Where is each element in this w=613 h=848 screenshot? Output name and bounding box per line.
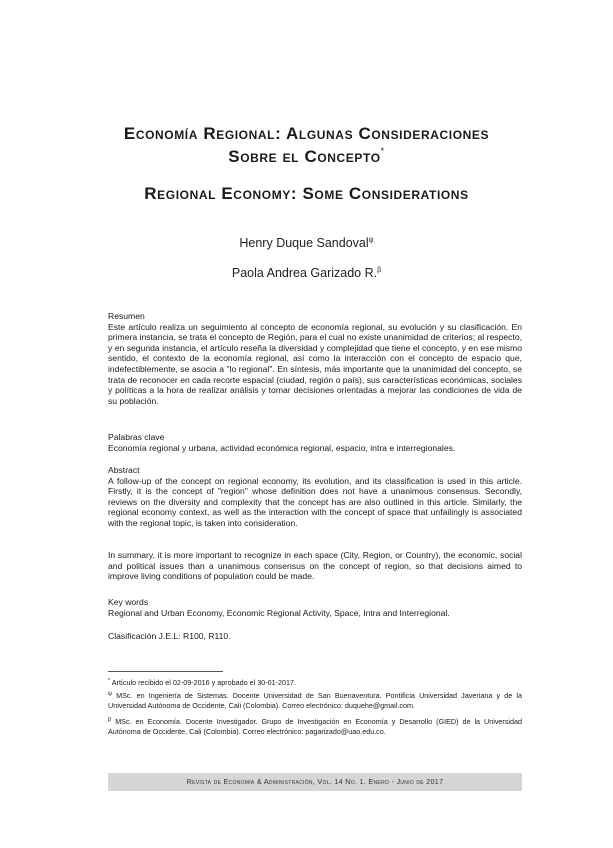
abstract-heading: Abstract — [108, 465, 140, 475]
title-spanish-line-1-text: Economía Regional: Algunas Consideraciones — [123, 124, 490, 143]
author-1 — [0, 236, 613, 250]
footnote-1-mark: * — [108, 678, 111, 684]
abstract-text: A follow-up of the concept on regional economy, its evolution, and its classification is used in this article. Firstly, it is the concept of "region" whose definition does not have a unanimous consensus. Secondly, reviews on the diversity and complexity that the concept has are also outlined in this article. Similarly, the regional economy context, as well as the interaction with the concept of space that unfailingly is associated with the regional topic, is taken into consideration. — [108, 475, 522, 528]
title-english — [0, 184, 613, 204]
title-english-text: Regional Economy: Some Considerations — [144, 184, 469, 203]
author-1-name: Henry Duque Sandoval — [239, 236, 369, 250]
jel-text: Clasificación J.E.L: R100, R110. — [108, 631, 231, 641]
journal-footer-text: Revista de Economía & Administración, Vol. 14 No. 1. Enero - Junio de 2017 — [186, 777, 444, 786]
author-2 — [0, 266, 613, 280]
resumen-text: Este artículo realiza un seguimiento al concepto de economía regional, su evolución y su clasificación. En primera instancia, se trata el concepto de Región, para el cual no existe unanimidad de criterios; al respecto, y en segunda instancia, el artículo reseña la diversidad y complejidad que tiene el concepto, y en ese mismo sentido, el contexto de la economía regional, así como la interacción con el concepto de espacio que, indefectiblemente, se asocia a "lo regional". En síntesis, más importante que la unanimidad del concepto, se trata de reconocer en cada recorte espacial (ciudad, región o país), sus características económicas, sociales y políticas a la hora de realizar análisis y tomar decisiones orientadas a mejorar las condiciones de vida de su población. — [108, 321, 522, 406]
keywords-section — [108, 597, 522, 618]
footnote-2-text: MSc. en Ingeniería de Sistemas. Docente Universidad de San Buenaventura. Pontificia Universidad Javeriana y de la Universidad Autónoma de Occidente, Cali (Colombia). Correo electrónico: duquehe@gmail.com. — [108, 691, 522, 710]
footnote-3 — [108, 716, 522, 736]
journal-footer — [108, 773, 522, 791]
resumen-heading: Resumen — [108, 311, 145, 321]
footnote-3-mark: β — [108, 717, 112, 723]
title-spanish-line-1 — [0, 124, 613, 144]
author-1-mark: ψ — [368, 237, 374, 244]
title-footnote-mark: * — [380, 146, 385, 156]
abstract-paragraph-2 — [108, 550, 522, 582]
abstract-text-2: In summary, it is more important to recognize in each space (City, Region, or Country), the economic, social and political issues than a unanimous consensus on the concept of region, so that decisions aimed to improve living conditions of population could be made. — [108, 550, 522, 582]
jel-classification — [108, 631, 522, 642]
footnote-divider — [108, 671, 223, 672]
footnote-1-text: Artículo recibido el 02-09-2016 y aprobado el 30-01-2017. — [111, 678, 296, 687]
keywords-heading: Key words — [108, 597, 149, 607]
author-2-mark: β — [377, 267, 382, 274]
title-spanish-line-2-text: Sobre el Concepto — [228, 147, 381, 166]
title-spanish-line-2 — [0, 146, 613, 167]
palabras-clave-section — [108, 432, 522, 453]
palabras-clave-text: Economía regional y urbana, actividad económica regional, espacio, intra e interregionales. — [108, 442, 456, 453]
palabras-clave-heading: Palabras clave — [108, 432, 165, 442]
footnote-2-mark: ψ — [108, 691, 112, 697]
abstract-section — [108, 465, 522, 529]
keywords-text: Regional and Urban Economy, Economic Regional Activity, Space, Intra and Interregional. — [108, 607, 450, 618]
footnote-1 — [108, 677, 522, 688]
author-2-name: Paola Andrea Garizado R. — [231, 266, 378, 280]
footnote-2 — [108, 690, 522, 710]
resumen-section — [108, 311, 522, 406]
footnote-3-text: MSc. en Economía. Docente Investigador. Grupo de Investigación en Economía y Desarrollo (GIED) de la Universidad Autónoma de Occidente, Cali (Colombia). Correo electrónico: pagarizado@uao.edu.co. — [108, 717, 523, 736]
